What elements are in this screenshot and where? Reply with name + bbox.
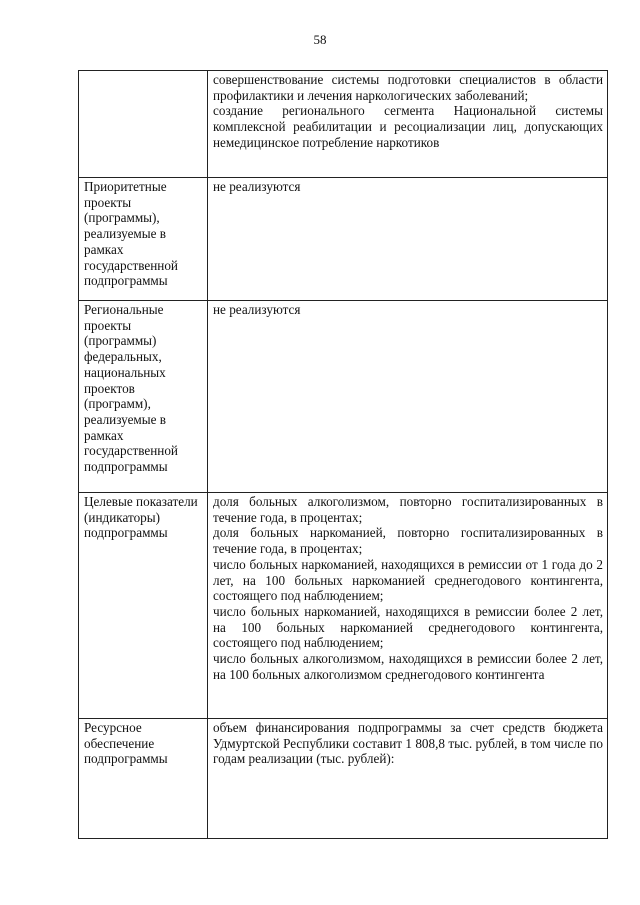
- table-row: [79, 178, 608, 301]
- page-number: 58: [313, 32, 327, 47]
- content-paragraph: не реализуются: [213, 302, 301, 317]
- row-label: [79, 71, 208, 178]
- content-paragraph: число больных наркоманией, находящихся в ремиссии от 1 года до 2 лет, на 100 больных наркоманией среднегодового контингента, состоящего под наблюдением;: [213, 556, 603, 604]
- table-row: [79, 719, 608, 839]
- passport-table: [78, 70, 608, 839]
- content-paragraph: совершенствование системы подготовки специалистов в области профилактики и лечения наркологических заболеваний;: [213, 72, 603, 103]
- row-content: [208, 71, 608, 178]
- row-label: Региональные проекты (программы) федеральных, национальных проектов (программ), реализуемые в рамках государственной подпрограммы: [79, 301, 208, 493]
- table-row: [79, 71, 608, 178]
- table-row: [79, 301, 608, 493]
- content-paragraph: не реализуются: [213, 179, 301, 194]
- row-label: Ресурсное обеспечение подпрограммы: [79, 719, 208, 839]
- table-row: [79, 493, 608, 719]
- row-content: [208, 493, 608, 719]
- content-paragraph: доля больных наркоманией, повторно госпитализированных в течение года, в процентах;: [213, 525, 603, 557]
- content-paragraph: число больных наркоманией, находящихся в ремиссии более 2 лет, на 100 больных наркоманией среднегодового контингента, состоящего под наблюдением;: [213, 603, 603, 651]
- row-label: Приоритетные проекты (программы), реализуемые в рамках государственной подпрограммы: [79, 178, 208, 301]
- content-paragraph: доля больных алкоголизмом, повторно госпитализированных в течение года, в процентах;: [213, 494, 603, 525]
- content-paragraph: создание регионального сегмента Национальной системы комплексной реабилитации и ресоциализации лиц, допускающих немедицинское потребление наркотиков: [213, 103, 603, 150]
- row-content: [208, 719, 608, 839]
- content-paragraph: число больных алкоголизмом, находящихся в ремиссии более 2 лет, на 100 больных алкоголизмом среднегодового контингента: [213, 651, 603, 682]
- row-label: Целевые показатели (индикаторы) подпрограммы: [79, 493, 208, 719]
- row-content: [208, 178, 608, 301]
- row-content: [208, 301, 608, 493]
- content-paragraph: объем финансирования подпрограммы за счет средств бюджета Удмуртской Республики составит 1 808,8 тыс. рублей, в том числе по годам реализации (тыс. рублей):: [213, 720, 603, 767]
